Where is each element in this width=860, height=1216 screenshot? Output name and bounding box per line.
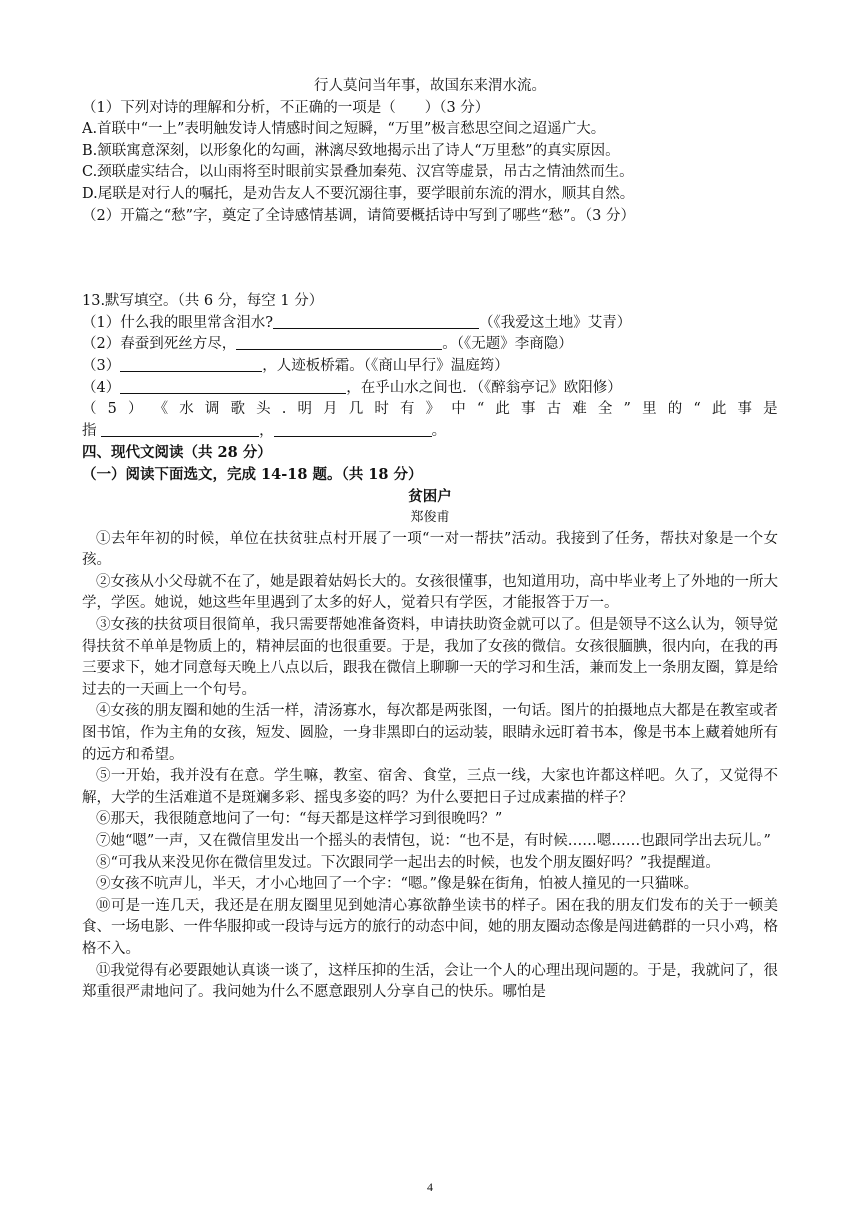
q13-l5-char: 歌 <box>230 401 245 418</box>
q13-line-4 <box>82 378 778 400</box>
answer-space <box>82 227 778 291</box>
page-number: 4 <box>427 1180 433 1194</box>
q13-l3-source: ，人迹板桥霜。（《商山早行》温庭筠） <box>262 357 509 374</box>
article-paragraph: ③女孩的扶贫项目很简单，我只需要帮她准备资料，申请扶助资金就可以了。但是领导不这么认为，领导觉得扶贫不单单是物质上的，精神层面的也很重要。于是，我加了女孩的微信。女孩很腼腆，很内向，在我的再三要求下，她才同意每天晚上八点以后，跟我在微信上聊聊一天的学习和生活，兼而发上一条朋友圈，算是给过去的一天画上一个句号。 <box>82 617 778 698</box>
poem-line: 行人莫问当年事，故国东来渭水流。 <box>314 78 546 94</box>
q12-option-d: D.尾联是对行人的嘱托，是劝告友人不要沉溺往事，要学眼前东流的渭水，顺其自然。 <box>82 185 635 202</box>
q13-l5-char: “ <box>693 401 701 418</box>
article-paragraph: ⑩可是一连几天，我还是在朋友圈里见到她清心寡欲静坐读书的样子。困在我的朋友们发布的关于一顿美食、一场电影、一件华服抑或一段诗与远方的旅行的动态中间，她的朋友圈动态像是闯进鹤群的一只小鸡，格格不入。 <box>82 897 778 957</box>
article-paragraph: ⑥那天，我很随意地问了一句：“每天都是这样学习到很晚吗？” <box>96 811 503 828</box>
fill-blank-1[interactable] <box>273 314 479 329</box>
article-paragraph: ⑤一开始，我并没有在意。学生嘛，教室、宿舍、食堂，三点一线，大家也许都这样吧。久了，又觉得不解，大学的生活难道不是斑斓多彩、摇曳多姿的吗？为什么要把日子过成素描的样子？ <box>82 768 778 806</box>
q13-l5-char: 事 <box>521 401 536 418</box>
article-paragraph: ⑧“可我从来没见你在微信里发过。下次跟同学一起出去的时候，也发个朋友圈好吗？”我提醒道。 <box>96 854 720 871</box>
q13-l5-char: 里 <box>642 401 657 418</box>
q13-line-5 <box>82 399 778 421</box>
q13-l1-prompt: （1）什么我的眼里常含泪水? <box>82 314 273 331</box>
q12-option-b: B.颔联寓意深刻，以形象化的勾画，淋漓尽致地揭示出了诗人“万里愁”的真实原因。 <box>82 142 620 159</box>
section-heading: 四、现代文阅读（共 28 分） <box>82 444 272 462</box>
q13-l5-char: （ <box>82 401 97 418</box>
article-paragraph: ⑨女孩不吭声儿，半天，才小心地回了一个字：“嗯。”像是躲在街角，怕被人撞见的一只猫咪。 <box>96 876 699 893</box>
q13-l5-char: 事 <box>737 401 752 418</box>
q13-l6-end: 。 <box>431 422 447 439</box>
fill-blank-3[interactable] <box>120 357 262 372</box>
q13-title: 13.默写填空。（共 6 分，每空 1 分） <box>82 293 324 310</box>
document-page <box>82 76 778 1004</box>
q13-l5-char: 明 <box>297 401 312 418</box>
q13-l5-char: ） <box>127 401 143 418</box>
q13-l5-char: 全 <box>597 401 613 418</box>
q13-l5-char: 《 <box>153 401 169 418</box>
article-paragraph: ⑪我觉得有必要跟她认真谈一谈了，这样压抑的生活，会让一个人的心理出现问题的。于是，我就问了，很郑重很严肃地问了。我问她为什么不愿意跟别人分享自己的快乐。哪怕是 <box>82 962 778 1001</box>
article-paragraph: ⑦她“嗯”一声，又在微信里发出一个摇头的表情包，说：“也不是，有时候……嗯……也跟同学出去玩儿。” <box>96 833 771 849</box>
q13-l5-char: 几 <box>348 401 364 418</box>
q13-l5-char: 时 <box>374 401 389 418</box>
q12-option-a: A.首联中“一上”表明触发诗人情感时间之短瞬，“万里”极言愁思空间之迢遥广大。 <box>82 121 606 138</box>
q13-l5-char: 此 <box>711 401 727 418</box>
q13-line-6 <box>82 421 778 443</box>
q13-l5-char: 难 <box>572 401 587 418</box>
fill-blank-2[interactable] <box>236 335 442 350</box>
subsection-heading: （一）阅读下面选文，完成 14-18 题。（共 18 分） <box>82 465 423 483</box>
q13-l5-char: 此 <box>495 401 510 418</box>
q13-l5-char: 月 <box>323 401 338 418</box>
q13-l5-char: 的 <box>667 401 683 418</box>
q13-l6-separator: ， <box>259 422 274 439</box>
q13-l2-prompt: （2）春蚕到死丝方尽， <box>82 336 237 353</box>
q12-option-c: C.颈联虚实结合，以山雨将至时眼前实景叠加秦苑、汉宫等虚景，吊古之情油然而生。 <box>82 164 634 181</box>
fill-blank-4[interactable] <box>120 379 346 394</box>
q13-l2-source: 。（《无题》李商隐） <box>442 336 573 353</box>
q13-l5-char: ” <box>623 401 631 418</box>
fill-blank-6[interactable] <box>274 422 432 437</box>
fill-blank-5[interactable] <box>101 422 259 437</box>
q13-line-3 <box>82 356 778 378</box>
q13-l5-char: 水 <box>179 401 194 418</box>
q13-l5-char: “ <box>476 401 485 418</box>
q13-l6-prompt: 指 <box>82 422 97 439</box>
q12-sub1: （1）下列对诗的理解和分析，不正确的一项是（ ）（3 分） <box>82 99 490 116</box>
article-paragraph: ④女孩的朋友圈和她的生活一样，清汤寡水，每次都是两张图，一句话。图片的拍摄地点大都是在教室或者图书馆，作为主角的女孩，短发、圆脸，一身非黑即白的运动装，眼睛永远盯着书本，像是书本上藏着她所有的远方和希望。 <box>82 703 778 763</box>
q13-l4-prompt: （4） <box>82 379 121 396</box>
q13-l5-char: 头 <box>256 401 271 418</box>
q13-l1-source: （《我爱这土地》艾青） <box>479 314 632 331</box>
q13-l5-char: 有 <box>399 401 415 418</box>
q13-l5-char: 调 <box>204 401 220 418</box>
q12-sub2: （2）开篇之“愁”字，奠定了全诗感情基调，请简要概括诗中写到了哪些“愁”。（3 分） <box>82 207 635 224</box>
q13-l5-char: 》 <box>425 401 441 418</box>
q13-l3-prompt: （3） <box>82 357 121 374</box>
article-paragraph: ②女孩从小父母就不在了，她是跟着姑妈长大的。女孩很懂事，也知道用功，高中毕业考上了外地的一所大学，学医。她说，她这些年里遇到了太多的好人，觉着只有学医，才能报答于万一。 <box>82 573 778 612</box>
q13-l5-char: 5 <box>107 401 117 418</box>
q13-l5-char: 古 <box>546 401 562 418</box>
q13-l4-source: ，在乎山水之间也．（《醉翁亭记》欧阳修） <box>346 379 622 396</box>
q13-line-2 <box>82 334 778 356</box>
article-body <box>82 529 778 1004</box>
article-title: 贫困户 <box>408 487 452 505</box>
q13-l5-char: 是 <box>763 401 778 418</box>
q13-line-1 <box>82 313 778 335</box>
q13-l5-char: . <box>281 401 287 418</box>
article-paragraph: ①去年年初的时候，单位在扶贫驻点村开展了一项“一对一帮扶”活动。我接到了任务，帮扶对象是一个女孩。 <box>82 530 778 569</box>
article-author: 郑俊甫 <box>410 510 450 526</box>
q13-l5-char: 中 <box>451 401 466 418</box>
